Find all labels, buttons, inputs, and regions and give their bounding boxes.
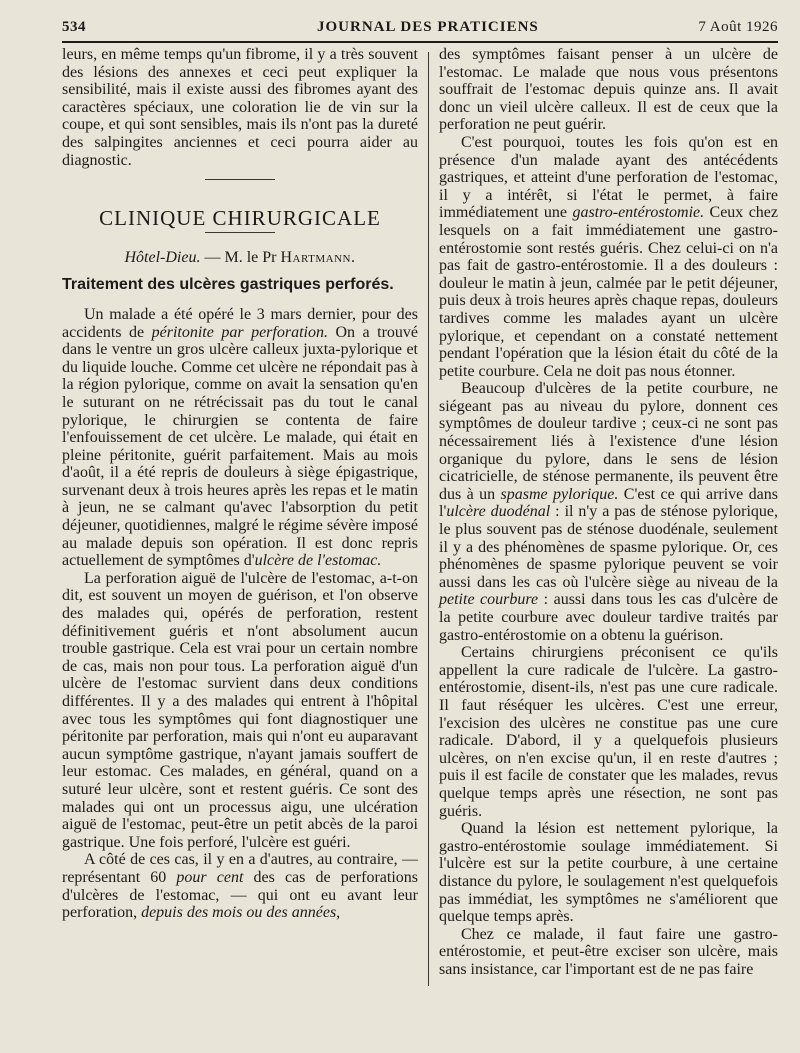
emphasis: spasme pylorique. [500,485,619,503]
right-column [439,46,778,978]
page-number: 534 [62,19,86,35]
paragraph [62,851,418,921]
text-run: C'est ce qui arrive dans l' [439,485,779,521]
text-run: des cas de perforations d'ulcères de l'estomac, — qui ont eu avant leur perforation, [62,868,418,922]
emphasis: depuis des mois ou des années, [141,904,341,922]
left-column [62,46,418,922]
emphasis: petite courbure [439,591,539,609]
article-title: Traitement des ulcères gastriques perforés. [62,276,394,294]
emphasis: ulcère de l'estomac. [254,552,382,570]
text-run: : il n'y a pas de sténose pylorique, le plus souvent pas de sténose duodénale, seulement il y a des phénomènes de spasme pylorique. Or, ces phénomènes de spasme pylorique peuvent se voir aussi dans les cas où l'ulcère siège au niveau de la [439,503,779,591]
column-divider [428,52,429,986]
paragraph: Quand la lésion est nettement pylorique, la gastro-entérostomie soulage immédiatement. Si l'ulcère est sur la petite courbure, à une certaine distance du pylore, le soulagement n'est quelquefois pas immédiat, les symptômes ne s'améliorent que quelque temps après. [439,820,778,926]
journal-title: JOURNAL DES PRATICIENS [317,19,539,35]
byline-place: Hôtel-Dieu. [124,248,201,266]
section-title: CLINIQUE CHIRURGICALE [99,206,381,231]
emphasis: gastro-entérostomie. [572,204,705,222]
emphasis: ulcère duodénal [446,503,551,521]
paragraph [439,380,778,644]
text-run: Un malade a été opéré le 3 mars dernier, pour des accidents de [62,305,418,341]
text-run: C'est pourquoi, toutes les fois qu'on est en présence d'un malade ayant des antécédents gastriques, et atteint d'une perforation de l'estomac, il y a intérêt, si l'état le permet, à faire immédiatement une [439,133,778,222]
text-run: Beaucoup d'ulcères de la petite courbure, ne siégeant pas au niveau du pylore, donnent ces symptômes de douleur tardive ; ceux-ci ne sont pas nécessairement liés à l'existence d'une lésion organique du pylore, dans le sens de lésion cicatricielle, de sténose permanente, ils peuvent être dus à un [439,380,778,503]
section-rule-bottom [205,232,275,233]
paragraph: Certains chirurgiens préconisent ce qu'ils appellent la cure radicale de l'ulcère. La gastro-entérostomie, disent-ils, n'est pas une cure radicale. Il faut réséquer les ulcères. C'est une erreur, l'excision des ulcères ne constitue pas une cure radicale. D'abord, il y a quelquefois plusieurs ulcères, on n'en excise qu'un, il en reste d'autres ; puis il est facile de constater que les malades, revus quelque temps après une résection, ne sont pas guéris. [439,644,778,820]
paragraph [439,134,778,380]
section-rule-top [205,179,275,180]
paragraph [62,306,418,570]
text-run: Ceux chez lesquels on a fait immédiatement une gastro-entérostomie sont restés guéris. Chez celui-ci on n'a pas fait de gastro-entérostomie. Il a des douleurs : douleur le matin à jeun, calmée par le petit déjeuner, puis deux à trois heures après chaque repas, douleurs tardives comme les malades ayant un ulcère pylorique, et cependant on a constaté nettement pendant l'opération que la lésion était du côté de la petite courbure. Cela ne doit pas nous étonner. [439,204,779,380]
emphasis: pour cent [176,868,244,886]
emphasis: péritonite par perforation. [151,323,328,341]
byline-author: Hartmann. [280,248,356,266]
page-header [62,17,778,39]
paragraph: des symptômes faisant penser à un ulcère de l'estomac. Le malade que nous vous présentons souffrait de l'estomac depuis quinze ans. Il avait donc un vieil ulcère calleux. Il est de ceux que la perforation ne peut guérir. [439,46,778,134]
byline-separator: — M. le Pr [200,248,281,266]
text-run: On a trouvé dans le ventre un gros ulcère calleux juxta-pylorique et du liquide louche. Comme cet ulcère ne répondait pas à la région pylorique, comme on avait la sensation qu'en le suturant on ne rétrécissait pas du tout le canal pylorique, le chirurgien se contenta de faire l'enfouissement de cet ulcère. Le malade, qui était en pleine péritonite, guérit parfaitement. Mais au mois d'août, il a été repris de douleurs à siège épigastrique, survenant deux à trois heures après les repas et le matin à jeun, ne se calmant qu'avec l'absorption du petit déjeuner, quotidiennes, malgré le régime sévère imposé au malade depuis son opération. Il est donc repris actuellement de symptômes d' [62,323,419,570]
byline [62,249,418,267]
paragraph: La perforation aiguë de l'ulcère de l'estomac, a-t-on dit, est souvent un moyen de guérison, et l'on observe des malades qui, opérés de perforation, restent définitivement guéris et n'ont absolument aucun trouble gastrique. Cela est vrai pour un certain nombre de cas, mais non pour tous. La perforation aiguë d'un ulcère de l'estomac survient dans deux conditions différentes. Il y a des malades qui entrent à l'hôpital avec tous les symptômes qui font diagnostiquer une péritonite par perforation, mais qui n'ont eu auparavant aucun symptôme gastrique, n'ayant jamais souffert de leur estomac. Ces malades, en général, quand on a suturé leur ulcère, sont et restent guéris. Ce sont des malades qui ont un processus aigu, une ulcération aiguë de l'estomac, peut-être un petit abcès de la paroi gastrique. Une fois perforé, l'ulcère est guéri. [62,569,418,851]
header-rule [62,41,778,43]
intro-paragraph: leurs, en même temps qu'un fibrome, il y a très souvent des lésions des annexes et ceci peut expliquer la sensibilité, mais il existe aussi des fibromes ayant des caractères spéciaux, une coloration lie de vin sur la coupe, et qui sont sensibles, mais ils n'ont pas la dureté des salpingites anciennes et ceci pourra aider au diagnostic. [62,46,418,169]
text-run: : aussi dans tous les cas d'ulcère de la petite courbure avec douleur tardive traités par gastro-entérostomie on a obtenu la guérison. [439,591,778,644]
text-run: A côté de ces cas, il y en a d'autres, au contraire, — représentant 60 [62,851,418,886]
paragraph: Chez ce malade, il faut faire une gastro-entérostomie, et peut-être exciser son ulcère, mais sans insistance, car l'important est de ne pas faire [439,925,778,978]
issue-date: 7 Août 1926 [698,19,778,35]
